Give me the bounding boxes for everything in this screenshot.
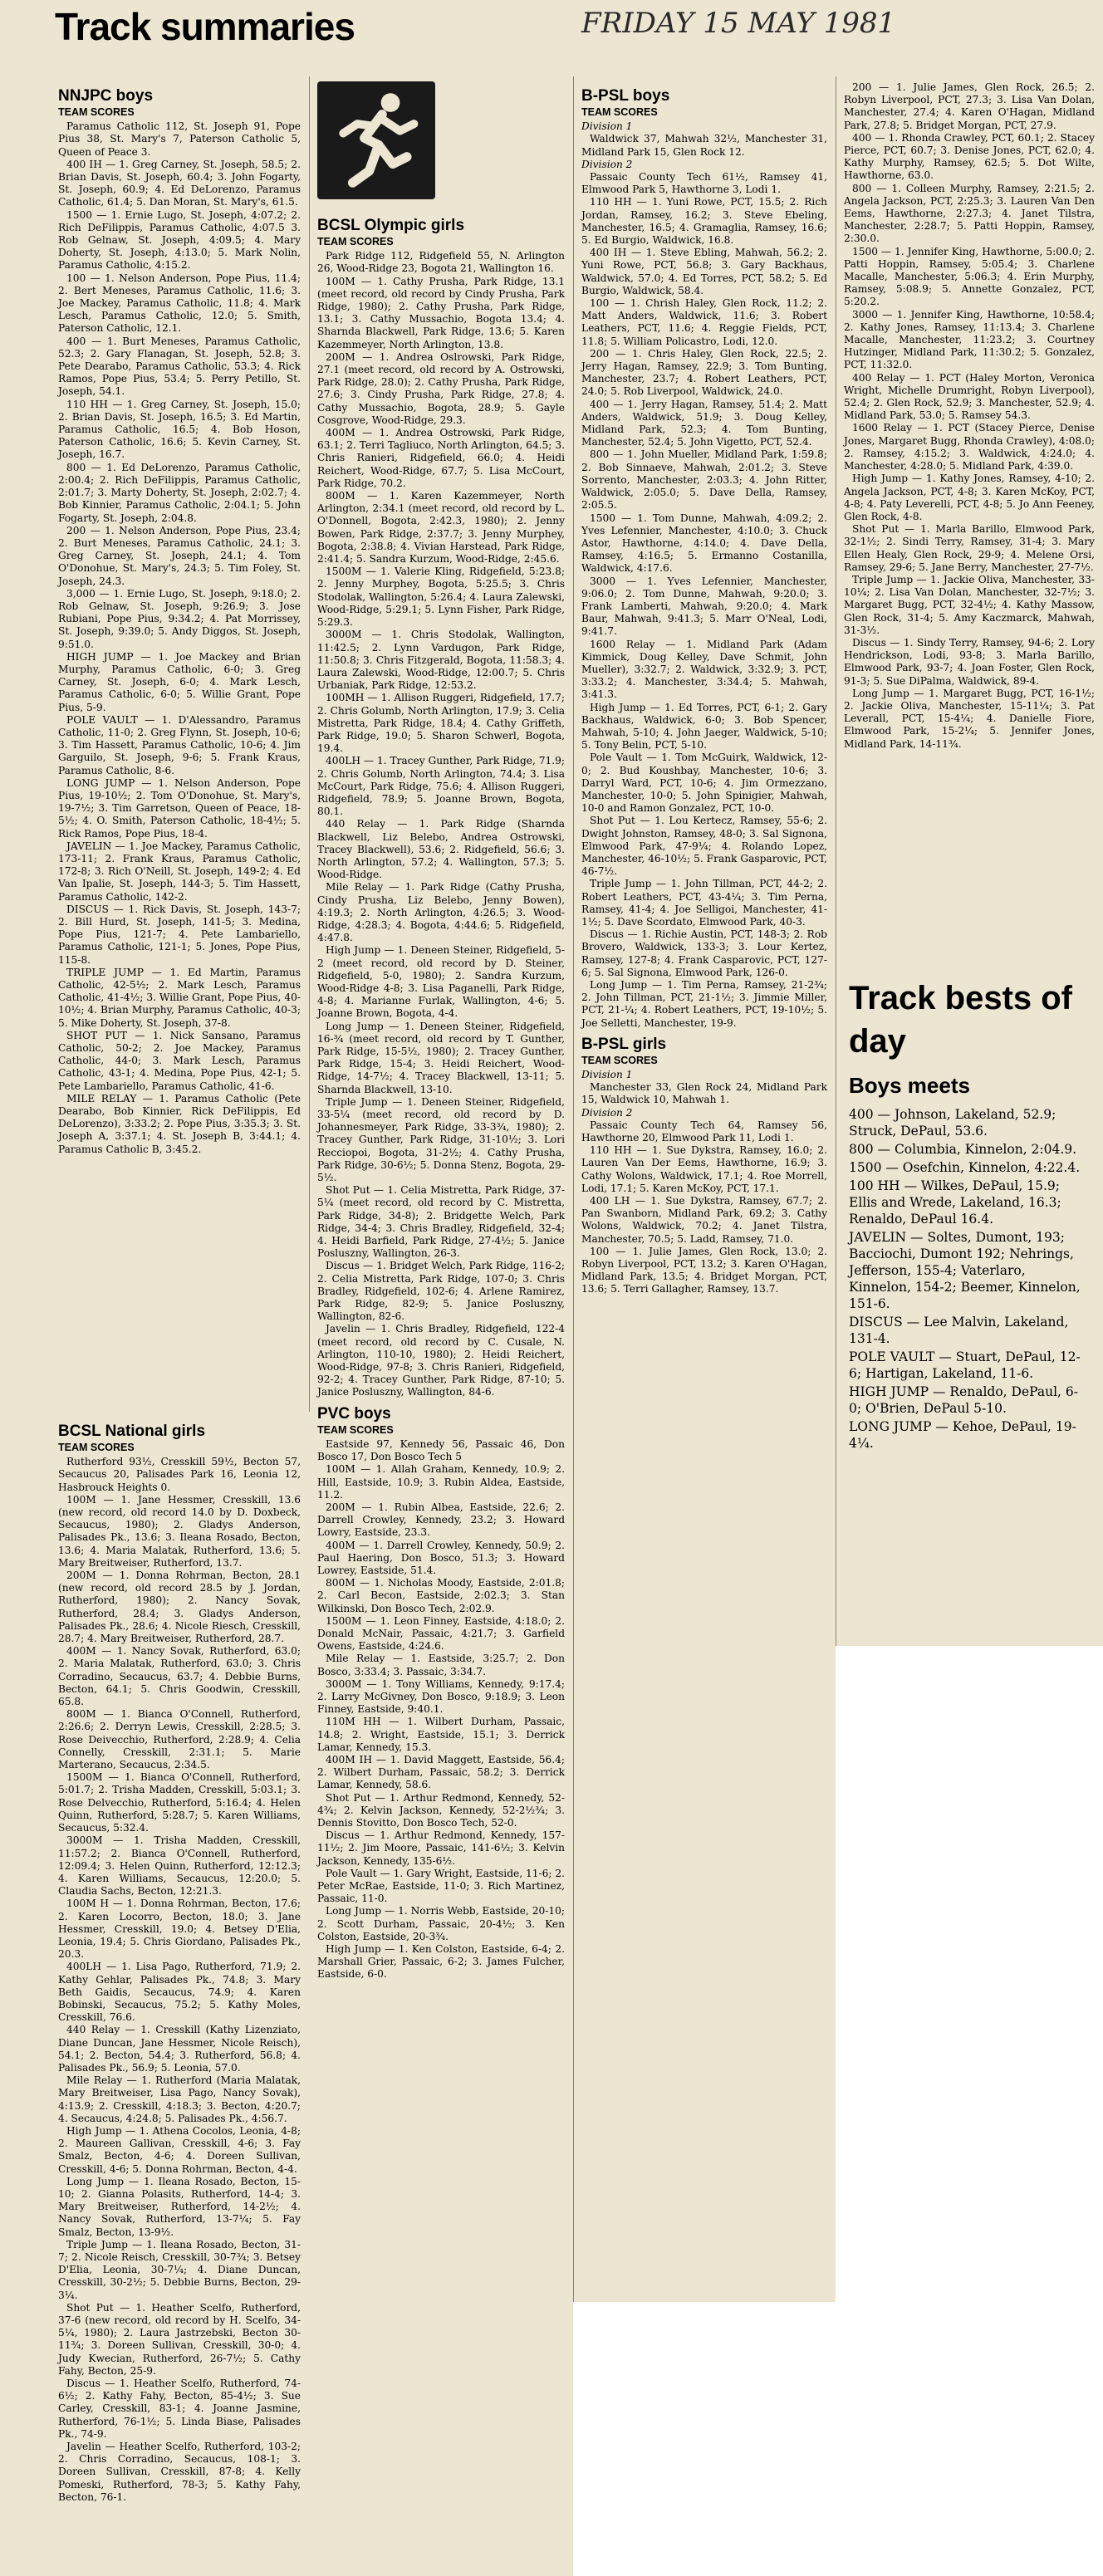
runner-icon [317,81,435,199]
result-paragraph: 200 — 1. Julie James, Glen Rock, 26.5; 2. Robyn Liverpool, PCT, 27.3; 3. Lisa Van Dolan, Manchester, 27.4; 4. Karen O'Hagan, Midland Park, 27.8; 5. Bridget Morgan, PCT, 27.9. [844,81,1095,131]
result-paragraph: 100M H — 1. Donna Rohrman, Becton, 17.6; 2. Karen Locorro, Becton, 18.0; 3. Jane Hessmer, Cresskill, 19.0; 4. Betsey D'Elia, Leonia, 19.4; 5. Chris Giordano, Palisades Pk., 20.3. [58,1898,301,1961]
result-paragraph: High Jump — 1. Athena Cocolos, Leonia, 4-8; 2. Maureen Gallivan, Cresskill, 4-6; 3. Fay Smalz, Becton, 4-6; 4. Doreen Sullivan, Cresskill, 4-6; 5. Donna Rohrman, Becton, 4-4. [58,2124,301,2175]
result-paragraph: 200 — 1. Chris Haley, Glen Rock, 22.5; 2. Jerry Hagan, Ramsey, 22.9; 3. Tom Bunting, Manchester, 23.7; 4. Robert Leathers, PCT, 24.0; 5. Rob Liverpool, Waldwick, 24.0. [581,347,827,398]
best-entry: LONG JUMP — Kehoe, DePaul, 19-4¼. [849,1419,1076,1451]
result-paragraph: Eastside 97, Kennedy 56, Passaic 46, Don Bosco 17, Don Bosco Tech 5 [317,1437,565,1463]
column-bcsl-national-girls [50,1412,309,2574]
result-paragraph: Passaic County Tech 61½, Ramsey 41, Elmwood Park 5, Hawthorne 3, Lodi 1. [581,171,827,196]
result-paragraph: Long Jump — 1. Tim Perna, Ramsey, 21-2¾; 2. John Tillman, PCT, 21-1½; 3. Jimmie Miller, PCT, 21-¼; 4. Robert Leathers, PCT, 19-10½; 5. Joe Selletti, Manchester, 19-9. [581,979,827,1029]
result-paragraph: 3,000 — 1. Ernie Lugo, St. Joseph, 9:18.0; 2. Rob Gelnaw, St. Joseph, 9:26.9; 3. Jose Rubiani, Pope Pius, 9:34.2; 4. Pat Morrissey, St. Joseph, 9:39.0; 5. Andy Diggos, St. Joseph, 9:51.0. [58,587,301,650]
result-paragraph: 400 — 1. Jerry Hagan, Ramsey, 51.4; 2. Matt Anders, Waldwick, 51.9; 3. Doug Kelley, Midland Park, 52.3; 4. Tom Bunting, Manchester, 52.4; 5. John Vigetto, PCT, 52.4. [581,398,827,448]
result-paragraph: Shot Put — 1. Lou Kertecz, Ramsey, 55-6; 2. Dwight Johnston, Ramsey, 48-0; 3. Sal Signona, Elmwood Park, 47-9¼; 4. Rolando Lopez, Manchester, 46-10½; 5. Frank Gasparovic, PCT, 46-7½. [581,815,827,878]
result-paragraph: Long Jump — 1. Deneen Steiner, Ridgefield, 16-¾ (meet record, old record by T. Gunther, Park Ridge, 15-5½, 1980); 2. Tracey Gunther, Park Ridge, 15-4; 3. Heidi Reichert, Wood-Ridge, 14-7½; 4. Tracey Blackwell, 13-11; 5. Sharnda Blackwell, 13-10. [317,1020,565,1095]
result-paragraph: Long Jump — 1. Norris Webb, Eastside, 20-10; 2. Scott Durham, Passaic, 20-4½; 3. Ken Colston, Eastside, 20-3¾. [317,1905,565,1942]
page-headline: Track summaries [55,5,355,48]
best-entry: POLE VAULT — Stuart, DePaul, 12-6; Hartigan, Lakeland, 11-6. [849,1349,1081,1381]
result-paragraph: Shot Put — 1. Heather Scelfo, Rutherford, 37-6 (new record, old record by H. Scelfo, 34-5¼, 1980); 2. Laura Jastrzebski, Becton 30-11¾; 3. Doreen Sullivan, Cresskill, 30-0; 4. Judy Kwecian, Rutherford, 26-7½; 5. Cathy Fahy, Becton, 25-9. [58,2301,301,2377]
result-paragraph: POLE VAULT — 1. D'Alessandro, Paramus Catholic, 11-0; 2. Greg Flynn, St. Joseph, 10-6; 3. Tim Hassett, Paramus Catholic, 10-6; 4. Jim Garguilo, St. Joseph, 9-6; 5. Frank Kraus, Paramus Catholic, 8-6. [58,713,301,776]
result-paragraph: 110 HH — 1. Yuni Rowe, PCT, 15.5; 2. Rich Jordan, Ramsey, 16.2; 3. Steve Ebeling, Manchester, 16.5; 4. Gramaglia, Ramsey, 16.6; 5. Ed Burgio, Waldwick, 16.8. [581,196,827,247]
best-entry: DISCUS — Lee Malvin, Lakeland, 131-4. [849,1315,1069,1346]
section-heading: NNJPC boys [58,87,154,105]
result-paragraph: Pole Vault — 1. Gary Wright, Eastside, 11-6; 2. Peter McRae, Eastside, 11-0; 3. Rich Martinez, Passaic, 11-0. [317,1867,565,1905]
result-paragraph: 400M IH — 1. David Maggett, Eastside, 56.4; 2. Wilbert Durham, Passaic, 58.2; 3. Derrick Lamar, Kennedy, 58.6. [317,1753,565,1791]
result-paragraph: 100M — 1. Jane Hessmer, Cresskill, 13.6 (new record, old record 14.0 by D. Doxbeck, Secaucus, 1980); 2. Gladys Anderson, Palisades Pk., 13.6; 3. Ileana Rosado, Becton, 13.6; 4. Maria Malatak, Rutherford, 13.6; 5. Mary Breitweiser, Rutherford, 13.7. [58,1493,301,1569]
result-paragraph: 100MH — 1. Allison Ruggeri, Ridgefield, 17.7; 2. Chris Golumb, North Arlington, 17.9; 3. Celia Mistretta, Park Ridge, 18.4; 4. Cathy Griffeth, Park Ridge, 19.0; 5. Sharon Schwerl, Bogota, 19.4. [317,692,565,755]
column-bpsl-girls-cont [836,76,1103,965]
result-paragraph: 200M — 1. Andrea Oslrowski, Park Ridge, 27.1 (meet record, old record by A. Ostrowski, Park Ridge, 28.0); 2. Cathy Prusha, Park Ridge, 27.6; 3. Cindy Prusha, Park Ridge, 27.8; 4. Cathy Mussachio, Bogota, 28.9; 5. Gayle Cosgrove, Wood-Ridge, 29.3. [317,350,565,426]
result-paragraph: 200M — 1. Donna Rohrman, Becton, 28.1 (new record, old record 28.5 by J. Jordan, Rutherford, 1980); 2. Nancy Sovak, Rutherford, 28.4; 3. Gladys Anderson, Palisades Pk., 28.6; 4. Nicole Riesch, Cresskill, 28.7; 4. Mary Breitweiser, Rutherford, 28.7. [58,1570,301,1645]
result-paragraph: Shot Put — 1. Marla Barillo, Elmwood Park, 32-1½; 2. Sindi Terry, Ramsey, 31-4; 3. Mary Ellen Healy, Glen Rock, 29-9; 4. Melene Orsi, Ramsey, 29-6; 5. Jane Berry, Manchester, 27-7½. [844,523,1095,573]
result-paragraph: 1500 — 1. Ernie Lugo, St. Joseph, 4:07.2; 2. Rich DeFilippis, Paramus Catholic, 4:07.5 3. Rob Gelnaw, St. Joseph, 4:09.5; 4. Mary Doherty, St. Joseph, 4:13.0; 5. Mark Nolin, Paramus Catholic, 4:15.2. [58,208,301,272]
result-paragraph: 800 — 1. Colleen Murphy, Ramsey, 2:21.5; 2. Angela Jackson, PCT, 2:25.3; 3. Lauren Van Den Eems, Hawthorne, 2:27.3; 4. Janet Tilstra, Manchester, 2:28.7; 5. Patti Hoppin, Ramsey, 2:30.0. [844,182,1095,245]
result-paragraph: 400 IH — 1. Greg Carney, St. Joseph, 58.5; 2. Brian Davis, St. Joseph, 60.4; 3. John Fogarty, St. Joseph, 60.9; 4. Ed DeLorenzo, Paramus Catholic, 61.4; 5. Dan Moran, St. Mary's, 61.5. [58,158,301,208]
team-scores-label: TEAM SCORES [317,236,394,247]
result-paragraph: Mile Relay — 1. Eastside, 3:25.7; 2. Don Bosco, 3:33.4; 3. Passaic, 3:34.7. [317,1653,565,1677]
section-heading: B-PSL girls [581,1035,667,1053]
result-paragraph: 400LH — 1. Tracey Gunther, Park Ridge, 71.9; 2. Chris Golumb, North Arlington, 74.4; 3. Lisa McCourt, Park Ridge, 75.6; 4. Allison Ruggeri, Ridgefield, 78.9; 5. Joanne Brown, Bogota, 80.1. [317,755,565,818]
result-paragraph: Discus — 1. Sindy Terry, Ramsey, 94-6; 2. Lory Hendrickson, Lodi, 93-8; 3. Marla Barillo, Elmwood Park, 93-7; 4. Joan Foster, Glen Rock, 91-3; 5. Sue DiPalma, Waldwick, 89-4. [844,636,1095,687]
bests-title: Track bests of day [849,980,1073,1060]
result-paragraph: Rutherford 93½, Cresskill 59½, Becton 57, Secaucus 20, Palisades Park 16, Leonia 12, Hasbrouck Heights 0. [58,1456,301,1493]
section-heading: PVC boys [317,1404,391,1423]
result-paragraph: Park Ridge 112, Ridgefield 55, N. Arlington 26, Wood-Ridge 23, Bogota 21, Wallington 16. [317,250,565,275]
result-paragraph: DISCUS — 1. Rick Davis, St. Joseph, 143-7; 2. Bill Hurd, St. Joseph, 141-5; 3. Medina, Pope Pius, 121-7; 4. Pete Lambariello, Paramus Catholic, 121-1; 5. Jones, Pope Pius, 115-8. [58,903,301,966]
section-heading: BCSL National girls [58,1423,206,1440]
result-paragraph: Javelin — 1. Chris Bradley, Ridgefield, 122-4 (meet record, old record by C. Cusale, N. Arlington, 110-10, 1980); 2. Heidi Reichert, Wood-Ridge, 97-8; 3. Chris Ranieri, Ridgefield, 92-2; 4. Tracey Gunther, Park Ridge, 87-10; 5. Janice Posluszny, Wallington, 84-6. [317,1323,565,1398]
result-paragraph: Triple Jump — 1. Deneen Steiner, Ridgefield, 33-5¼ (meet record, old record by D. Johannesmeyer, Park Ridge, 33-3¾, 1980); 2. Tracey Gunther, Park Ridge, 31-10½; 3. Lori Recciopoi, Bogota, 31-2½; 4. Cathy Prusha, Park Ridge, 30-6½; 5. Donna Stenz, Bogota, 29-5½. [317,1095,565,1184]
result-paragraph: Javelin — Heather Scelfo, Rutherford, 103-2; 2. Chris Corradino, Secaucus, 108-1; 3. Doreen Sullivan, Cresskill, 87-8; 4. Kelly Pomeski, Rutherford, 78-3; 5. Kathy Fahy, Becton, 76-1. [58,2441,301,2503]
result-paragraph: 440 Relay — 1. Cresskill (Kathy Lizenziato, Diane Duncan, Jane Hessmer, Nicole Reisch), 54.1; 2. Becton, 54.4; 3. Rutherford, 56.8; 4. Palisades Pk., 56.9; 5. Leonia, 57.0. [58,2024,301,2074]
handwritten-date-note: FRIDAY 15 MAY 1981 [581,7,896,40]
result-paragraph: 400M — 1. Andrea Ostrowski, Park Ridge, 63.1; 2. Terri Tagliuco, North Arlington, 64.5; 3. Chris Ranieri, Ridgefield, 66.0; 4. Heidi Reichert, Wood-Ridge, 67.7; 5. Lisa McCourt, Park Ridge, 70.2. [317,427,565,489]
result-paragraph: Triple Jump — 1. John Tillman, PCT, 44-2; 2. Robert Leathers, PCT, 43-4¼; 3. Tim Perna, Ramsey, 41-4; 4. Joe Selligoi, Manchester, 41-1½; 5. Dave Scordato, Elmwood Park, 40-3. [581,878,827,928]
result-paragraph: High Jump — 1. Ed Torres, PCT, 6-1; 2. Gary Backhaus, Waldwick, 6-0; 3. Bob Spencer, Mahwah, 5-10; 4. John Jaeger, Waldwick, 5-10; 5. Tony Belin, PCT, 5-10. [581,701,827,752]
result-paragraph: 400 — 1. Rhonda Crawley, PCT, 60.1; 2. Stacey Pierce, PCT, 60.7; 3. Denise Jones, PCT, 62.0; 4. Kathy Murphy, Ramsey, 62.5; 5. Dot Wilte, Hawthorne, 63.0. [844,131,1095,182]
track-bests-box [836,965,1103,1646]
result-paragraph: 3000 — 1. Yves Lefennier, Manchester, 9:06.0; 2. Tom Dunne, Mahwah, 9:20.0; 3. Frank Lamberti, Mahwah, 9:20.0; 4. Mark Baur, Mahwah, 9:41.3; 5. Marr O'Neal, Lodi, 9:41.7. [581,575,827,638]
result-paragraph: Discus — 1. Bridget Welch, Park Ridge, 116-2; 2. Celia Mistretta, Park Ridge, 107-0; 3. Chris Bradley, Ridgefield, 102-6; 4. Arlene Ramirez, Park Ridge, 82-9; 5. Janice Posluszny, Wallington, 82-6. [317,1260,565,1323]
result-paragraph: MILE RELAY — 1. Paramus Catholic (Pete Dearabo, Bob Kinnier, Rick DeFilippis, Ed DeLorenzo), 3:33.2; 2. Pope Pius, 3:35.3; 3. St. Joseph A, 3:37.1; 4. St. Joseph B, 3:44.1; 4. Paramus Catholic B, 3:45.2. [58,1092,301,1155]
best-entry: JAVELIN — Soltes, Dumont, 193; Bacciochi, Dumont 192; Nehrings, Jefferson, 155-4; Vaterlaro, Kinnelon, 154-2; Beemer, Kinnelon, 151-6. [849,1230,1081,1311]
section-heading: B-PSL boys [581,87,670,105]
result-paragraph: Discus — 1. Arthur Redmond, Kennedy, 157-11½; 2. Jim Moore, Passaic, 141-6½; 3. Kelvin Jackson, Kennedy, 135-6½. [317,1829,565,1867]
result-paragraph: 110M HH — 1. Wilbert Durham, Passaic, 14.8; 2. Wright, Eastside, 15.1; 3. Derrick Lamar, Kennedy, 15.3. [317,1716,565,1753]
division-label: Division 2 [581,1106,633,1119]
track-runner-logo [317,81,435,199]
result-paragraph: 800M — 1. Bianca O'Connell, Rutherford, 2:26.6; 2. Derryn Lewis, Cresskill, 2:28.5; 3. Rose Deivecchio, Rutherford, 2:28.9; 4. Celia Connelly, Cresskill, 2:31.1; 5. Marie Marterano, Secaucus, 2:34.5. [58,1708,301,1771]
result-paragraph: High Jump — 1. Ken Colston, Eastside, 6-4; 2. Marshall Grier, Passaic, 6-2; 3. James Fulcher, Eastside, 6-0. [317,1943,565,1981]
result-paragraph: 1500M — 1. Leon Finney, Eastside, 4:18.0; 2. Donald McNair, Passaic, 4:21.7; 3. Garfield Owens, Eastside, 4:24.6. [317,1614,565,1653]
column-nnjpc-boys [50,76,309,1405]
result-paragraph: 110 HH — 1. Greg Carney, St. Joseph, 15.0; 2. Brian Davis, St. Joseph, 16.5; 3. Ed Martin, Paramus Catholic, 16.5; 4. Bob Hoson, Paterson Catholic, 16.6; 5. Kevin Carney, St. Joseph, 16.7. [58,398,301,461]
result-paragraph: Manchester 33, Glen Rock 24, Midland Park 15, Waldwick 10, Mahwah 1. [581,1081,827,1106]
column-rule [573,76,574,2302]
result-paragraph: 1500 — 1. Tom Dunne, Mahwah, 4:09.2; 2. Yves Lefennier, Manchester, 4:10.0; 3. Chuck Astor, Hawthorne, 4:14.0; 4. Dave Della, Ramsey, 4:16.5; 5. Ermanno Costanilla, Waldwick, 4:17.6. [581,512,827,575]
team-scores-label: TEAM SCORES [581,106,658,118]
best-entry: 400 — Johnson, Lakeland, 52.9; Struck, DePaul, 53.6. [849,1107,1056,1139]
result-paragraph: TRIPLE JUMP — 1. Ed Martin, Paramus Catholic, 42-5½; 2. Mark Lesch, Paramus Catholic, 41-4½; 3. Willie Grant, Pope Pius, 40-10½; 4. Brian Murphy, Paramus Catholic, 40-3; 5. Mike Doherty, St. Joseph, 37-8. [58,966,301,1029]
division-label: Division 1 [581,1069,633,1081]
result-paragraph: 100M — 1. Cathy Prusha, Park Ridge, 13.1 (meet record, old record by Cindy Prusha, Park Ridge, 1980); 2. Cathy Prusha, Park Ridge, 13.1; 3. Cathy Mussachio, Bogota 13.4; 4. Sharnda Blackwell, Park Ridge, 13.6; 5. Karen Kazemmeyer, North Arlington, 13.8. [317,275,565,350]
result-paragraph: 100 — 1. Chrish Haley, Glen Rock, 11.2; 2. Matt Anders, Waldwick, 11.6; 3. Robert Leathers, PCT, 11.6; 4. Reggie Fields, PCT, 11.8; 5. William Policastro, Lodi, 12.0. [581,297,827,347]
result-paragraph: High Jump — 1. Kathy Jones, Ramsey, 4-10; 2. Angela Jackson, PCT, 4-8; 3. Karen McKoy, PCT, 4-8; 4. Paty Leverelli, PCT, 4-8; 5. Jo Ann Feeney, Glen Rock, 4-8. [844,473,1095,522]
result-paragraph: 200 — 1. Nelson Anderson, Pope Pius, 23.4; 2. Burt Meneses, Paramus Catholic, 24.1; 3. Greg Carney, St. Joseph, 24.1; 4. Tom O'Donohue, St. Mary's, 24.3; 5. Tim Foley, St. Joseph, 24.3. [58,524,301,587]
section-heading: BCSL Olympic girls [317,217,465,234]
result-paragraph: 400 Relay — 1. PCT (Haley Morton, Veronica Wright, Michelle Drumright, Robyn Liverpool), 52.4; 2. Glen Rock, 52.9; 3. Manchester, 52.9; 4. Midland Park, 53.0; 5. Ramsey 54.3. [844,371,1095,422]
result-paragraph: Discus — 1. Richie Austin, PCT, 148-3; 2. Rob Brovero, Waldwick, 133-3; 3. Lour Kertez, Ramsey, 127-8; 4. Frank Casparovic, PCT, 127-6; 5. Sal Signona, Elmwood Park, 126-0. [581,928,827,978]
team-scores-label: TEAM SCORES [58,106,135,118]
result-paragraph: Discus — 1. Heather Scelfo, Rutherford, 74-6½; 2. Kathy Fahy, Becton, 85-4½; 3. Sue Carley, Cresskill, 83-1; 4. Joanne Jasmine, Rutherford, 76-1½; 5. Linda Biase, Palisades Pk., 74-9. [58,2378,301,2440]
result-paragraph: JAVELIN — 1. Joe Mackey, Paramus Catholic, 173-11; 2. Frank Kraus, Paramus Catholic, 172-8; 3. Rich O'Neill, St. Joseph, 149-2; 4. Ed Van Ipalie, St. Joseph, 144-3; 5. Tim Hassett, Paramus Catholic, 142-2. [58,840,301,903]
result-paragraph: 3000 — 1. Jennifer King, Hawthorne, 10:58.4; 2. Kathy Jones, Ramsey, 11:13.4; 3. Charlene Macalle, Manchester, 11:23.2; 3. Courtney Hutzinger, Midland Park, 11:30.2; 5. Gonzalez, PCT, 11:32.0. [844,308,1095,371]
result-paragraph: 800 — 1. John Mueller, Midland Park, 1:59.8; 2. Bob Sinnaeve, Mahwah, 2:01.2; 3. Steve Sorrento, Manchester, 2:03.3; 4. John Ritter, Waldwick, 2:05.0; 5. Dave Della, Ramsey, 2:05.5. [581,448,827,512]
result-paragraph: 400M — 1. Nancy Sovak, Rutherford, 63.0; 2. Maria Malatak, Rutherford, 63.0; 3. Chris Corradino, Secaucus, 63.7; 4. Debbie Burns, Becton, 64.1; 5. Chris Goodwin, Cresskill, 65.8. [58,1645,301,1708]
result-paragraph: 400LH — 1. Lisa Pago, Rutherford, 71.9; 2. Kathy Gehlar, Palisades Pk., 74.8; 3. Mary Beth Gaidis, Secaucus, 74.9; 4. Karen Bobinski, Secaucus, 75.2; 5. Kathy Moles, Cresskill, 76.6. [58,1961,301,2024]
result-paragraph: 1600 Relay — 1. Midland Park (Adam Kimmick, Doug Kelley, Dave Schmit, John Mueller), 3:32.7; 2. Waldwick, 3:32.9; 3. PCT, 3:33.2; 4. Manchester, 3:34.4; 5. Mahwah, 3:41.3. [581,638,827,701]
division-label: Division 2 [581,158,633,170]
result-paragraph: 3000M — 1. Chris Stodolak, Wallington, 11:42.5; 2. Lynn Vardugon, Park Ridge, 11:50.8; 3. Chris Fitzgerald, Bogota, 11:58.3; 4. Laura Zalewski, Wood-Ridge, 12:00.7; 5. Chris Urbaniak, Park Ridge, 12:53.2. [317,629,565,692]
result-paragraph: 100 — 1. Julie James, Glen Rock, 13.0; 2. Robyn Liverpool, PCT, 13.2; 3. Karen O'Hagan, Midland Park, 13.5; 4. Bridget Morgan, PCT, 13.6; 5. Terri Gallagher, Ramsey, 13.7. [581,1245,827,1295]
result-paragraph: Long Jump — 1. Ileana Rosado, Becton, 15-10; 2. Gianna Polasits, Rutherford, 14-4; 3. Mary Breitweiser, Rutherford, 14-2½; 4. Nancy Sovak, Rutherford, 13-7¼; 5. Fay Smalz, Becton, 13-9½. [58,2175,301,2238]
result-paragraph: 400 LH — 1. Sue Dykstra, Ramsey, 67.7; 2. Pan Swanborn, Midland Park, 69.2; 3. Cathy Wolons, Waldwick, 70.2; 4. Janet Tilstra, Manchester, 70.5; 5. Ladd, Ramsey, 71.0. [581,1195,827,1245]
result-paragraph: Passaic County Tech 64, Ramsey 56, Hawthorne 20, Elmwood Park 11, Lodi 1. [581,1119,827,1144]
bests-subtitle: Boys meets [849,1073,970,1098]
result-paragraph: 1600 Relay — 1. PCT (Stacey Pierce, Denise Jones, Margaret Bugg, Rhonda Crawley), 4:08.0; 2. Ramsey, 4:15.2; 3. Waldwick, 4:24.0; 4. Manchester, 4:28.0; 5. Midland Park, 4:39.0. [844,422,1095,473]
result-paragraph: Shot Put — 1. Celia Mistretta, Park Ridge, 37-5¼ (meet record, old record by C. Mistretta, Park Ridge, 34-8); 2. Bridgette Welch, Park Ridge, 34-4; 3. Chris Bradley, Ridgefield, 32-4; 4. Heidi Barfield, Park Ridge, 27-4½; 5. Janice Posluszny, Wallington, 26-3. [317,1184,565,1260]
result-paragraph: 800M — 1. Karen Kazemmeyer, North Arlington, 2:34.1 (meet record, old record by L. O'Donnell, Bogota, 2:42.3, 1980); 2. Jenny Bowen, Park Ridge, 2:37.7; 3. Jenny Murphey, Bogota, 2:38.8; 4. Vivian Harstead, Park Ridge, 2:41.4; 5. Sandra Kurzum, Wood-Ridge, 2:45.6. [317,490,565,566]
result-paragraph: Mile Relay — 1. Rutherford (Maria Malatak, Mary Breitweiser, Lisa Pago, Nancy Sovak), 4:13.9; 2. Cresskill, 4:18.3; 3. Becton, 4:20.7; 4. Secaucus, 4:24.8; 5. Palisades Pk., 4:56.7. [58,2074,301,2124]
best-entry: 100 HH — Wilkes, DePaul, 15.9; Ellis and Wrede, Lakeland, 16.3; Renaldo, DePaul 16.4. [849,1178,1061,1227]
result-paragraph: High Jump — 1. Deneen Steiner, Ridgefield, 5-2 (meet record, old record by D. Steiner, Ridgefield, 5-0, 1980); 2. Sandra Kurzum, Wood-Ridge 4-8; 3. Lisa Paganelli, Park Ridge, 4-8; 4. Marianne Furlak, Wallington, 4-6; 5. Joanne Brown, Bogota, 4-4. [317,944,565,1020]
result-paragraph: 1500 — 1. Jennifer King, Hawthorne, 5:00.0; 2. Patti Hoppin, Ramsey, 5:05.4; 3. Charlene Macalle, Manchester, 5:06.3; 4. Erin Murphy, Ramsey, 5:08.9; 5. Annette Gonzalez, PCT, 5:20.2. [844,245,1095,308]
result-paragraph: Paramus Catholic 112, St. Joseph 91, Pope Pius 38, St. Mary's 7, Paterson Catholic 5, Queen of Peace 3. [58,120,301,158]
result-paragraph: 400M — 1. Darrell Crowley, Kennedy, 50.9; 2. Paul Haering, Don Bosco, 51.3; 3. Howard Lowrey, Eastside, 51.4. [317,1539,565,1576]
result-paragraph: 1500M — 1. Bianca O'Connell, Rutherford, 5:01.7; 2. Trisha Madden, Cresskill, 5:03.1; 3. Rose Delvecchio, Rutherford, 5:16.4; 4. Helen Quinn, Rutherford, 5:28.7; 5. Karen Williams, Secaucus, 5:32.4. [58,1771,301,1834]
result-paragraph: 400 IH — 1. Steve Ebling, Mahwah, 56.2; 2. Yuni Rowe, PCT, 56.8; 3. Gary Backhaus, Waldwick, 57.0; 4. Ed Torres, PCT, 58.2; 5. Ed Burgio, Waldwick, 58.4. [581,247,827,296]
team-scores-label: TEAM SCORES [58,1442,135,1453]
result-paragraph: Triple Jump — 1. Jackie Oliva, Manchester, 33-10¼; 2. Lisa Van Dolan, Manchester, 32-7½; 3. Margaret Bugg, PCT, 32-4½; 4. Kathy Massow, Glen Rock, 31-4; 5. Amy Kaczmarck, Mahwah, 31-3½. [844,573,1095,636]
best-entry: HIGH JUMP — Renaldo, DePaul, 6-0; O'Brien, DePaul 5-10. [849,1384,1078,1416]
best-entry: 1500 — Osefchin, Kinnelon, 4:22.4. [849,1160,1081,1175]
result-paragraph: Waldwick 37, Mahwah 32½, Manchester 31, Midland Park 15, Glen Rock 12. [581,133,827,158]
result-paragraph: 400 — 1. Burt Meneses, Paramus Catholic, 52.3; 2. Gary Flanagan, St. Joseph, 52.8; 3. Pete Dearabo, Paramus Catholic, 53.3; 4. Rick Ramos, Pope Pius, 53.4; 5. Perry Petillo, St. Joseph, 54.1. [58,335,301,398]
result-paragraph: 110 HH — 1. Sue Dykstra, Ramsey, 16.0; 2. Lauren Van Der Eems, Hawthorne, 16.9; 3. Cathy Wolons, Waldwick, 17.1; 4. Roe Morrell, Lodi, 17.1; 5. Karen McKoy, PCT, 17.1. [581,1144,827,1194]
team-scores-label: TEAM SCORES [581,1054,658,1066]
result-paragraph: 200M — 1. Rubin Albea, Eastside, 22.6; 2. Darrell Crowley, Kennedy, 23.2; 3. Howard Lowry, Eastside, 23.3. [317,1501,565,1539]
result-paragraph: 440 Relay — 1. Park Ridge (Sharnda Blackwell, Liz Belebo, Andrea Ostrowski, Tracey Blackwell), 53.6; 2. Ridgefield, 56.6; 3. North Arlington, 57.2; 4. Wallington, 57.3; 5. Wood-Ridge. [317,818,565,881]
division-label: Division 1 [581,120,633,133]
result-paragraph: SHOT PUT — 1. Nick Sansano, Paramus Catholic, 50-2; 2. Joe Mackey, Paramus Catholic, 44-0; 3. Mark Lesch, Paramus Catholic, 43-1; 4. Medina, Pope Pius, 42-1; 5. Pete Lambariello, Paramus Catholic, 41-6. [58,1029,301,1092]
column-bcsl-olympic-pvc [309,206,573,2573]
team-scores-label: TEAM SCORES [317,1423,394,1436]
result-paragraph: 100M — 1. Allah Graham, Kennedy, 10.9; 2. Hill, Eastside, 10.9; 3. Rubin Aldea, Eastside, 11.2. [317,1463,565,1501]
result-paragraph: 3000M — 1. Tony Williams, Kennedy, 9:17.4; 2. Larry McGivney, Don Bosco, 9:18.9; 3. Leon Finney, Eastside, 9:40.1. [317,1677,565,1716]
result-paragraph: Pole Vault — 1. Tom McGuirk, Waldwick, 12-0; 2. Bud Koushbay, Manchester, 10-6; 3. Darryl Ward, PCT, 10-6; 4. Jim Ormezzano, Manchester, 10-0; 5. John Spinigier, Mahwah, 10-0 and Ramon Gonzalez, PCT, 10-0. [581,752,827,815]
result-paragraph: Long Jump — 1. Margaret Bugg, PCT, 16-1½; 2. Jackie Oliva, Manchester, 15-11¼; 3. Pat Leverall, PCT, 15-4¼; 4. Danielle Fiore, Elmwood Park, 15-2¼; 5. Jennifer Jones, Midland Park, 14-11¾. [844,687,1095,750]
result-paragraph: Triple Jump — 1. Ileana Rosado, Becton, 31-7; 2. Nicole Reisch, Cresskill, 30-7¾; 3. Betsey D'Elia, Leonia, 30-7¼; 4. Diane Duncan, Cresskill, 30-2½; 5. Debbie Burns, Becton, 29-3¼. [58,2238,301,2301]
result-paragraph: 800 — 1. Ed DeLorenzo, Paramus Catholic, 2:00.4; 2. Rich DeFilippis, Paramus Catholic, 2:01.7; 3. Marty Doherty, St. Joseph, 2:02.7; 4. Bob Kinnier, Paramus Catholic, 2:04.1; 5. John Fogarty, St. Joseph, 2:04.8. [58,461,301,524]
bests-list [849,1106,1090,1452]
result-paragraph: 3000M — 1. Trisha Madden, Cresskill, 11:57.2; 2. Bianca O'Connell, Rutherford, 12:09.4; 3. Helen Quinn, Rutherford, 12:12.3; 4. Karen Williams, Secaucus, 12:20.0; 5. Claudia Sachs, Becton, 12:21.3. [58,1834,301,1898]
column-rule [309,76,310,1412]
result-paragraph: HIGH JUMP — 1. Joe Mackey and Brian Murphy, Paramus Catholic, 6-0; 3. Greg Carney, St. Joseph, 6-0; 4. Mark Lesch, Paramus Catholic, 6-0; 5. Willie Grant, Pope Pius, 5-9. [58,650,301,713]
result-paragraph: 100 — 1. Nelson Anderson, Pope Pius, 11.4; 2. Bert Meneses, Paramus Catholic, 11.6; 3. Joe Mackey, Paramus Catholic, 11.8; 4. Mark Lesch, Paramus Catholic, 12.0; 5. Smith, Paterson Catholic, 12.1. [58,272,301,335]
result-paragraph: LONG JUMP — 1. Nelson Anderson, Pope Pius, 19-10½; 2. Tom O'Donohue, St. Mary's, 19-7½; 3. Tim Garretson, Queen of Peace, 18-5½; 4. O. Smith, Paterson Catholic, 18-4½; 5. Rick Ramos, Pope Pius, 18-4. [58,776,301,840]
column-bpsl [573,76,836,2302]
result-paragraph: Mile Relay — 1. Park Ridge (Cathy Prusha, Cindy Prusha, Liz Belebo, Jenny Bowen), 4:19.3; 2. North Arlington, 4:26.5; 3. Wood-Ridge, 4:28.3; 4. Bogota, 4:44.6; 5. Ridgefield, 4:47.8. [317,881,565,944]
result-paragraph: Shot Put — 1. Arthur Redmond, Kennedy, 52-4¾; 2. Kelvin Jackson, Kennedy, 52-2½¾; 3. Dennis Stovitto, Don Bosco Tech, 52-0. [317,1791,565,1829]
result-paragraph: 1500M — 1. Valerie Kling, Ridgefield, 5:23.8; 2. Jenny Murphey, Bogota, 5:25.5; 3. Chris Stodolak, Wallington, 5:26.4; 4. Laura Zalewski, Wood-Ridge, 5:29.1; 5. Lynn Fisher, Park Ridge, 5:29.3. [317,566,565,629]
result-paragraph: 800M — 1. Nicholas Moody, Eastside, 2:01.8; 2. Carl Becon, Eastside, 2:02.3; 3. Stan Wilkinski, Don Bosco Tech, 2:02.9. [317,1577,565,1614]
best-entry: 800 — Columbia, Kinnelon, 2:04.9. [849,1142,1077,1157]
